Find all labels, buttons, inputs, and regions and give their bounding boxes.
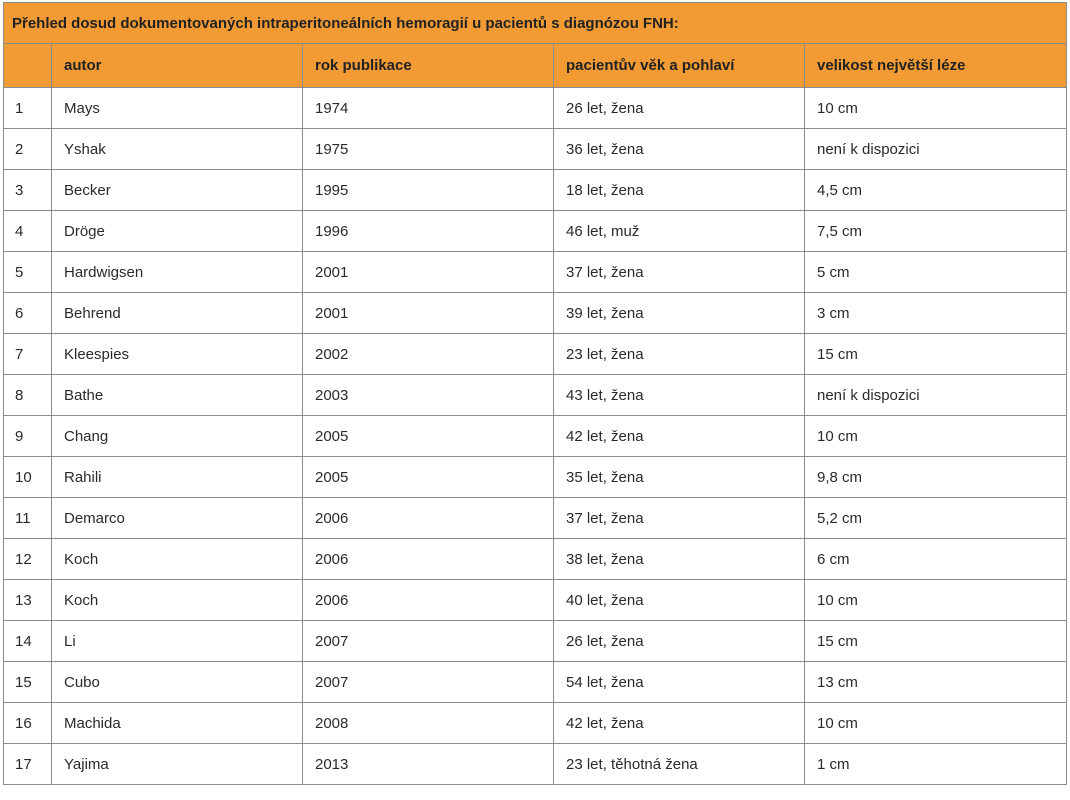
table-row xyxy=(4,662,1067,703)
cell-lesion-size: 7,5 cm xyxy=(805,211,1067,252)
cell-number: 8 xyxy=(4,375,52,416)
cell-age-sex: 46 let, muž xyxy=(554,211,805,252)
cell-lesion-size: 10 cm xyxy=(805,88,1067,129)
cell-author: Behrend xyxy=(52,293,303,334)
header-age-sex: pacientův věk a pohlaví xyxy=(554,44,805,88)
cell-lesion-size: 15 cm xyxy=(805,621,1067,662)
table-row xyxy=(4,293,1067,334)
cell-author: Dröge xyxy=(52,211,303,252)
cell-number: 17 xyxy=(4,744,52,785)
table-caption-row xyxy=(4,3,1067,44)
cell-age-sex: 54 let, žena xyxy=(554,662,805,703)
cell-age-sex: 40 let, žena xyxy=(554,580,805,621)
cell-age-sex: 18 let, žena xyxy=(554,170,805,211)
cell-year: 1975 xyxy=(303,129,554,170)
cell-age-sex: 23 let, těhotná žena xyxy=(554,744,805,785)
cell-number: 12 xyxy=(4,539,52,580)
cell-author: Rahili xyxy=(52,457,303,498)
header-year: rok publikace xyxy=(303,44,554,88)
cell-number: 7 xyxy=(4,334,52,375)
cell-author: Becker xyxy=(52,170,303,211)
cell-author: Chang xyxy=(52,416,303,457)
fnh-hemorrhage-table xyxy=(3,2,1067,785)
cell-age-sex: 23 let, žena xyxy=(554,334,805,375)
table-row xyxy=(4,457,1067,498)
cell-author: Koch xyxy=(52,580,303,621)
cell-age-sex: 26 let, žena xyxy=(554,621,805,662)
table-row xyxy=(4,252,1067,293)
cell-author: Li xyxy=(52,621,303,662)
cell-lesion-size: 10 cm xyxy=(805,703,1067,744)
cell-number: 15 xyxy=(4,662,52,703)
table-row xyxy=(4,539,1067,580)
cell-number: 13 xyxy=(4,580,52,621)
cell-lesion-size: 13 cm xyxy=(805,662,1067,703)
cell-age-sex: 42 let, žena xyxy=(554,703,805,744)
cell-age-sex: 36 let, žena xyxy=(554,129,805,170)
cell-year: 2005 xyxy=(303,416,554,457)
cell-age-sex: 37 let, žena xyxy=(554,252,805,293)
cell-author: Machida xyxy=(52,703,303,744)
table-body xyxy=(4,88,1067,785)
table-row xyxy=(4,703,1067,744)
cell-number: 16 xyxy=(4,703,52,744)
cell-lesion-size: 10 cm xyxy=(805,416,1067,457)
cell-lesion-size: 10 cm xyxy=(805,580,1067,621)
table-row xyxy=(4,170,1067,211)
cell-author: Hardwigsen xyxy=(52,252,303,293)
table-row xyxy=(4,334,1067,375)
table-caption: Přehled dosud dokumentovaných intraperitoneálních hemoragií u pacientů s diagnózou FNH: xyxy=(4,3,1067,44)
cell-year: 2006 xyxy=(303,539,554,580)
table-row xyxy=(4,498,1067,539)
cell-author: Kleespies xyxy=(52,334,303,375)
header-lesion-size: velikost největší léze xyxy=(805,44,1067,88)
cell-year: 1974 xyxy=(303,88,554,129)
cell-year: 2003 xyxy=(303,375,554,416)
cell-lesion-size: 5,2 cm xyxy=(805,498,1067,539)
table-row xyxy=(4,744,1067,785)
cell-number: 10 xyxy=(4,457,52,498)
cell-author: Bathe xyxy=(52,375,303,416)
table-row xyxy=(4,129,1067,170)
cell-author: Mays xyxy=(52,88,303,129)
cell-number: 14 xyxy=(4,621,52,662)
fnh-hemorrhage-table-container xyxy=(3,2,1066,785)
cell-number: 5 xyxy=(4,252,52,293)
table-header-row xyxy=(4,44,1067,88)
cell-number: 11 xyxy=(4,498,52,539)
cell-year: 2007 xyxy=(303,621,554,662)
table-row xyxy=(4,416,1067,457)
header-number xyxy=(4,44,52,88)
cell-age-sex: 37 let, žena xyxy=(554,498,805,539)
cell-author: Yajima xyxy=(52,744,303,785)
cell-lesion-size: 5 cm xyxy=(805,252,1067,293)
cell-year: 2006 xyxy=(303,498,554,539)
cell-lesion-size: není k dispozici xyxy=(805,375,1067,416)
cell-age-sex: 43 let, žena xyxy=(554,375,805,416)
table-row xyxy=(4,211,1067,252)
cell-author: Koch xyxy=(52,539,303,580)
cell-lesion-size: 9,8 cm xyxy=(805,457,1067,498)
cell-year: 1995 xyxy=(303,170,554,211)
cell-author: Cubo xyxy=(52,662,303,703)
table-row xyxy=(4,88,1067,129)
cell-lesion-size: 4,5 cm xyxy=(805,170,1067,211)
cell-year: 2001 xyxy=(303,293,554,334)
cell-number: 1 xyxy=(4,88,52,129)
table-row xyxy=(4,621,1067,662)
cell-year: 2008 xyxy=(303,703,554,744)
cell-lesion-size: 1 cm xyxy=(805,744,1067,785)
cell-number: 2 xyxy=(4,129,52,170)
cell-number: 9 xyxy=(4,416,52,457)
cell-age-sex: 38 let, žena xyxy=(554,539,805,580)
cell-lesion-size: 6 cm xyxy=(805,539,1067,580)
cell-year: 2006 xyxy=(303,580,554,621)
cell-year: 2007 xyxy=(303,662,554,703)
cell-age-sex: 42 let, žena xyxy=(554,416,805,457)
cell-year: 2013 xyxy=(303,744,554,785)
cell-lesion-size: není k dispozici xyxy=(805,129,1067,170)
cell-number: 3 xyxy=(4,170,52,211)
table-row xyxy=(4,375,1067,416)
header-author: autor xyxy=(52,44,303,88)
cell-year: 1996 xyxy=(303,211,554,252)
cell-number: 4 xyxy=(4,211,52,252)
cell-lesion-size: 15 cm xyxy=(805,334,1067,375)
cell-age-sex: 26 let, žena xyxy=(554,88,805,129)
cell-author: Yshak xyxy=(52,129,303,170)
cell-age-sex: 35 let, žena xyxy=(554,457,805,498)
cell-lesion-size: 3 cm xyxy=(805,293,1067,334)
cell-year: 2001 xyxy=(303,252,554,293)
table-row xyxy=(4,580,1067,621)
cell-age-sex: 39 let, žena xyxy=(554,293,805,334)
cell-year: 2002 xyxy=(303,334,554,375)
cell-number: 6 xyxy=(4,293,52,334)
cell-author: Demarco xyxy=(52,498,303,539)
cell-year: 2005 xyxy=(303,457,554,498)
